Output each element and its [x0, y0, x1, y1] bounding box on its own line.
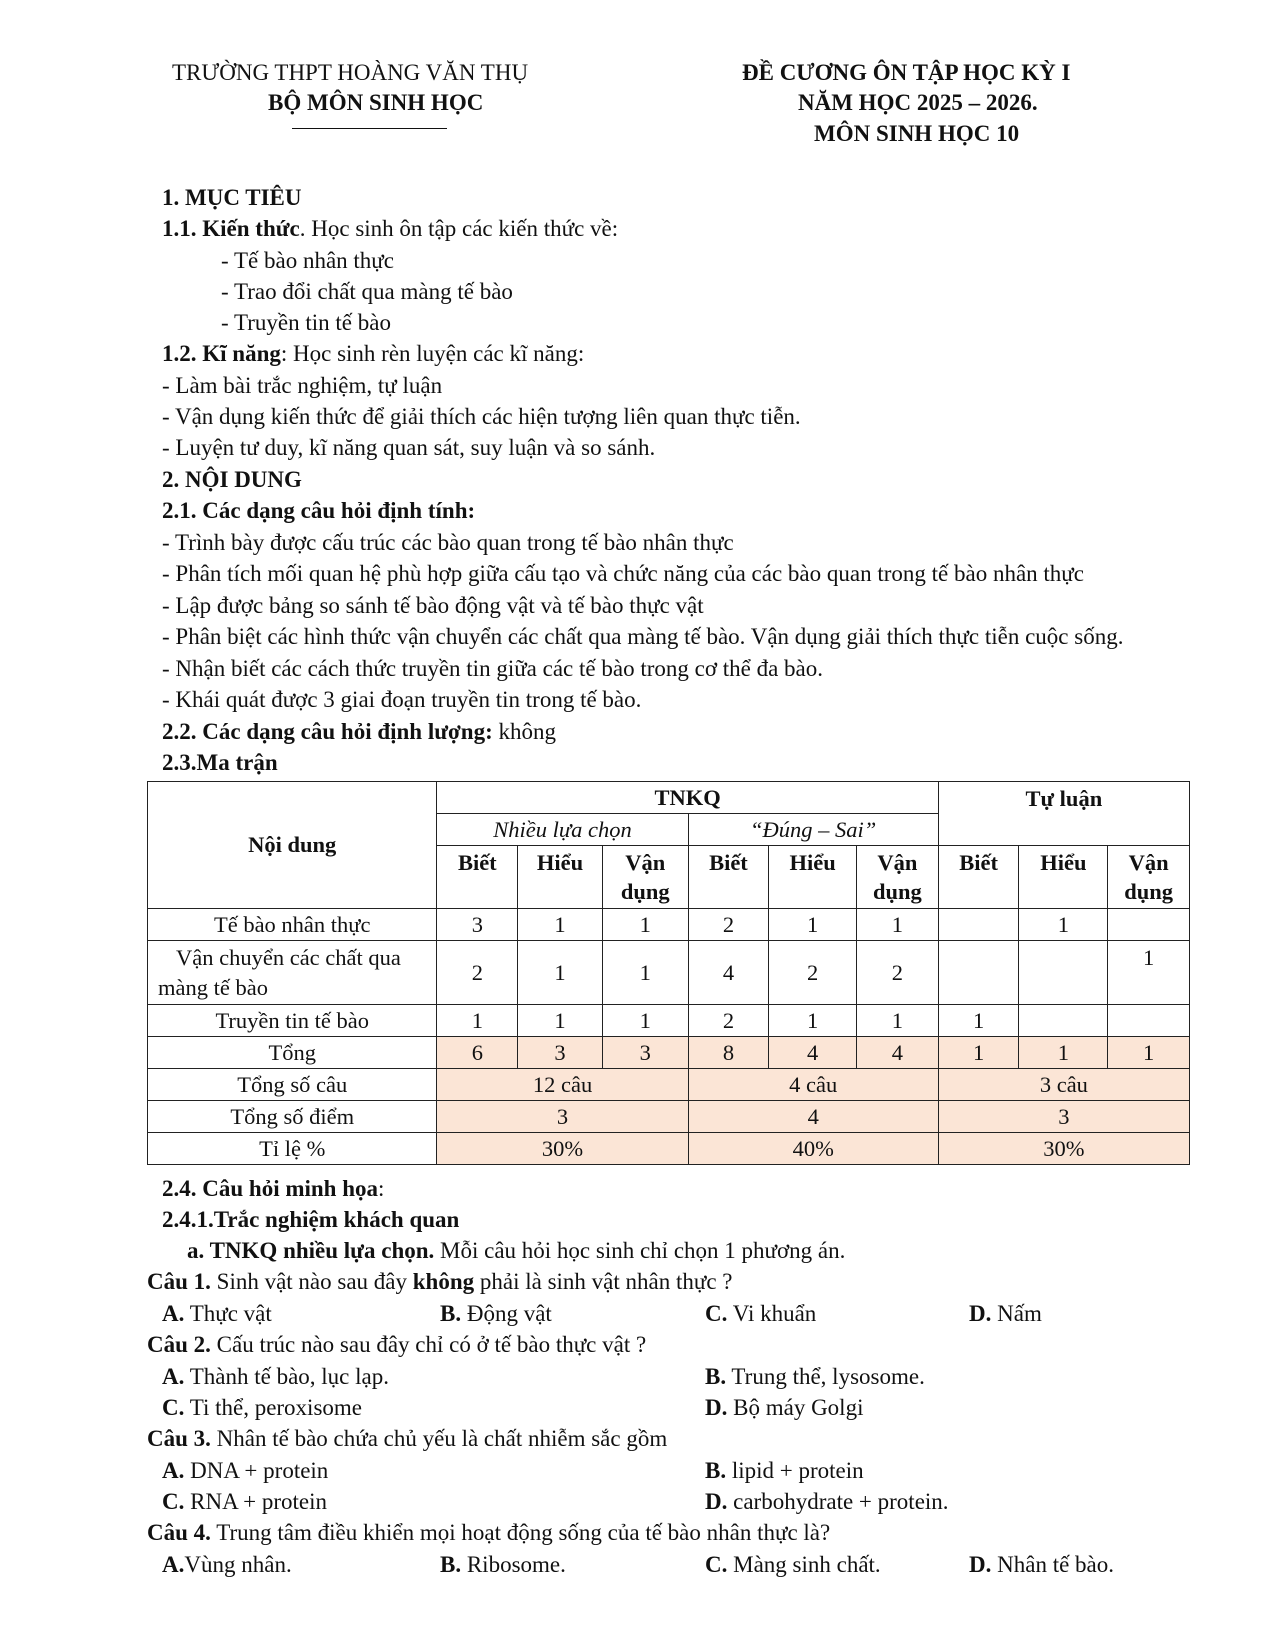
- option-text: Vùng nhân.: [184, 1552, 292, 1577]
- table-cell: 2: [437, 941, 518, 1005]
- header-essay: Tự luận: [938, 782, 1189, 846]
- table-cell: [938, 941, 1019, 1005]
- knowledge-item: - Tế bào nhân thực: [221, 248, 394, 273]
- option-text: lipid + protein: [726, 1458, 864, 1483]
- option-key: A.: [162, 1552, 185, 1577]
- option-text: Màng sinh chất.: [727, 1552, 881, 1577]
- option-key: D.: [969, 1301, 992, 1326]
- qualitative-item: - Phân biệt các hình thức vận chuyển các chất qua màng tế bào. Vận dụng giải thích thực tiễn cuộc sống.: [162, 624, 1124, 649]
- option-text: Trung thể, lysosome.: [726, 1364, 925, 1389]
- table-cell: 30%: [938, 1133, 1189, 1165]
- question-4: [147, 1518, 830, 1548]
- question-text: Cấu trúc nào sau đây chỉ có ở tế bào thực vật ?: [210, 1332, 647, 1357]
- header-hieu: Hiểu: [1019, 846, 1108, 909]
- option-d: [969, 1299, 1042, 1329]
- quantitative-line: [162, 717, 556, 747]
- mc-instruction-label: a. TNKQ nhiều lựa chọn.: [187, 1238, 435, 1263]
- header-hieu: Hiểu: [769, 846, 857, 909]
- question-emphasis: không: [412, 1269, 475, 1294]
- option-d: [705, 1393, 863, 1423]
- option-key: A.: [162, 1458, 185, 1483]
- option-text: Bộ máy Golgi: [727, 1395, 864, 1420]
- section-1-title: 1. MỤC TIÊU: [162, 185, 302, 210]
- qualitative-item: - Nhận biết các cách thức truyền tin giữa các tế bào trong cơ thể đa bào.: [162, 656, 824, 681]
- row-label: Truyền tin tế bào: [148, 1005, 437, 1037]
- qualitative-item: - Trình bày được cấu trúc các bào quan trong tế bào nhân thực: [162, 530, 734, 555]
- table-cell: 1: [518, 941, 603, 1005]
- knowledge-label: 1.1. Kiến thức: [162, 216, 300, 241]
- table-cell: 4: [769, 1037, 857, 1069]
- table-cell: 2: [769, 941, 857, 1005]
- table-cell: 3 câu: [938, 1069, 1189, 1101]
- table-cell: [1019, 941, 1108, 1005]
- table-cell: 4: [688, 941, 769, 1005]
- option-c: [162, 1487, 327, 1517]
- qualitative-title: 2.1. Các dạng câu hỏi định tính:: [162, 498, 476, 523]
- row-label: Tỉ lệ %: [148, 1133, 437, 1165]
- table-cell: [1108, 909, 1190, 941]
- knowledge-text: . Học sinh ôn tập các kiến thức về:: [299, 216, 619, 241]
- table-row-summary: [148, 1101, 1190, 1133]
- mc-instruction-text: Mỗi câu hỏi học sinh chỉ chọn 1 phương án.: [434, 1238, 846, 1263]
- table-cell: 1: [518, 909, 603, 941]
- table-cell: 4: [857, 1037, 939, 1069]
- department-name: BỘ MÔN SINH HỌC: [268, 90, 484, 115]
- header-tnkq: TNKQ: [437, 782, 938, 814]
- knowledge-item: - Truyền tin tế bào: [221, 310, 391, 335]
- qualitative-item: - Lập được bảng so sánh tế bào động vật và tế bào thực vật: [162, 593, 704, 618]
- question-2: [147, 1330, 646, 1360]
- table-row-total: [148, 1037, 1190, 1069]
- table-cell: 3: [518, 1037, 603, 1069]
- option-text: Nhân tế bào.: [991, 1552, 1115, 1577]
- table-cell: 1: [769, 909, 857, 941]
- table-cell: 3: [938, 1101, 1189, 1133]
- header-multiple-choice: Nhiều lựa chọn: [437, 814, 688, 846]
- option-a: [162, 1456, 328, 1486]
- table-cell: 3: [602, 1037, 688, 1069]
- knowledge-item: - Trao đổi chất qua màng tế bào: [221, 279, 513, 304]
- table-cell: 4: [688, 1101, 938, 1133]
- table-cell: 8: [688, 1037, 769, 1069]
- section-2-4-colon: :: [378, 1176, 385, 1201]
- section-2-4-title: [162, 1174, 384, 1204]
- table-cell: 1: [602, 909, 688, 941]
- table-cell: 3: [437, 1101, 688, 1133]
- table-cell: 1: [938, 1037, 1019, 1069]
- option-text: carbohydrate + protein.: [727, 1489, 949, 1514]
- question-number: Câu 3.: [147, 1426, 211, 1451]
- doc-title: ĐỀ CƯƠNG ÔN TẬP HỌC KỲ I: [742, 60, 1071, 85]
- table-cell: 1: [857, 909, 939, 941]
- header-content: Nội dung: [148, 782, 437, 909]
- table-cell: 4 câu: [688, 1069, 938, 1101]
- question-number: Câu 1.: [147, 1269, 211, 1294]
- skill-text: : Học sinh rèn luyện các kĩ năng:: [280, 341, 585, 366]
- table-row: [148, 941, 1190, 1005]
- table-cell: 2: [688, 909, 769, 941]
- row-label: Tổng số điểm: [148, 1101, 437, 1133]
- skill-label: 1.2. Kĩ năng: [162, 341, 281, 366]
- option-text: Nấm: [991, 1301, 1042, 1326]
- school-name: TRƯỜNG THPT HOÀNG VĂN THỤ: [172, 60, 529, 85]
- option-text: Ribosome.: [461, 1552, 566, 1577]
- table-row-summary: [148, 1069, 1190, 1101]
- option-key: B.: [705, 1458, 727, 1483]
- table-cell: 1: [1108, 1037, 1190, 1069]
- table-cell: 1: [857, 1005, 939, 1037]
- section-2-4-1-title: 2.4.1.Trắc nghiệm khách quan: [162, 1207, 460, 1232]
- question-text: Nhân tế bào chứa chủ yếu là chất nhiễm sắc gồm: [210, 1426, 668, 1451]
- table-cell: 6: [437, 1037, 518, 1069]
- skill-item: - Luyện tư duy, kĩ năng quan sát, suy luận và so sánh.: [162, 435, 656, 460]
- option-b: [440, 1550, 566, 1580]
- table-header-row: [148, 782, 1190, 814]
- table-cell: 1: [602, 941, 688, 1005]
- matrix-title: 2.3.Ma trận: [162, 750, 278, 775]
- row-label: Vận chuyển các chất qua màng tế bào: [148, 941, 437, 1005]
- knowledge-line: [162, 214, 618, 244]
- skill-item: - Làm bài trắc nghiệm, tự luận: [162, 373, 443, 398]
- option-text: DNA + protein: [184, 1458, 329, 1483]
- header-van-dung: Vận dụng: [602, 846, 688, 909]
- quantitative-label: 2.2. Các dạng câu hỏi định lượng:: [162, 719, 493, 744]
- table-cell: 1: [602, 1005, 688, 1037]
- mc-instruction: [187, 1236, 845, 1266]
- option-key: C.: [705, 1552, 728, 1577]
- option-key: D.: [705, 1489, 728, 1514]
- skill-line: [162, 339, 584, 369]
- option-b: [440, 1299, 552, 1329]
- table-cell: 12 câu: [437, 1069, 688, 1101]
- table-cell: 1: [769, 1005, 857, 1037]
- question-number: Câu 4.: [147, 1520, 211, 1545]
- subject-title: MÔN SINH HỌC 10: [814, 121, 1020, 146]
- option-text: Thành tế bào, lục lạp.: [184, 1364, 389, 1389]
- question-text: Trung tâm điều khiển mọi hoạt động sống của tế bào nhân thực là?: [210, 1520, 831, 1545]
- question-text: Sinh vật nào sau đây: [210, 1269, 413, 1294]
- option-a: [162, 1299, 272, 1329]
- header-van-dung: Vận dụng: [1108, 846, 1190, 909]
- table-cell: [1108, 1005, 1190, 1037]
- question-3: [147, 1424, 667, 1454]
- option-text: Vi khuẩn: [727, 1301, 817, 1326]
- option-key: B.: [440, 1552, 462, 1577]
- row-label: Tổng số câu: [148, 1069, 437, 1101]
- option-key: A.: [162, 1364, 185, 1389]
- header-hieu: Hiểu: [518, 846, 603, 909]
- option-a: [162, 1362, 389, 1392]
- table-cell: 1: [1019, 1037, 1108, 1069]
- table-cell: 2: [857, 941, 939, 1005]
- header-biet: Biết: [437, 846, 518, 909]
- table-cell: 3: [437, 909, 518, 941]
- option-key: C.: [705, 1301, 728, 1326]
- row-label: Tế bào nhân thực: [148, 909, 437, 941]
- header-true-false: “Đúng – Sai”: [688, 814, 938, 846]
- option-text: Ti thể, peroxisome: [184, 1395, 362, 1420]
- header-divider: [292, 128, 447, 129]
- option-c: [705, 1299, 816, 1329]
- option-b: [705, 1456, 864, 1486]
- option-key: D.: [705, 1395, 728, 1420]
- option-key: D.: [969, 1552, 992, 1577]
- option-key: C.: [162, 1395, 185, 1420]
- option-key: B.: [440, 1301, 462, 1326]
- table-cell: 1: [1108, 941, 1190, 1005]
- table-cell: [1019, 1005, 1108, 1037]
- question-number: Câu 2.: [147, 1332, 211, 1357]
- table-cell: 30%: [437, 1133, 688, 1165]
- table-cell: 40%: [688, 1133, 938, 1165]
- option-text: Thực vật: [184, 1301, 272, 1326]
- option-a: [162, 1550, 292, 1580]
- qualitative-item: - Khái quát được 3 giai đoạn truyền tin trong tế bào.: [162, 687, 642, 712]
- matrix-table: [147, 781, 1190, 1165]
- option-text: RNA + protein: [184, 1489, 328, 1514]
- question-1: [147, 1267, 733, 1297]
- table-cell: 2: [688, 1005, 769, 1037]
- option-b: [705, 1362, 925, 1392]
- qualitative-item: - Phân tích mối quan hệ phù hợp giữa cấu tạo và chức năng của các bào quan trong tế bào nhân thực: [162, 561, 1084, 586]
- table-row: [148, 909, 1190, 941]
- option-key: A.: [162, 1301, 185, 1326]
- header-biet: Biết: [938, 846, 1019, 909]
- row-label: Tổng: [148, 1037, 437, 1069]
- section-2-title: 2. NỘI DUNG: [162, 467, 302, 492]
- table-cell: 1: [938, 1005, 1019, 1037]
- option-d: [969, 1550, 1114, 1580]
- table-cell: [938, 909, 1019, 941]
- skill-item: - Vận dụng kiến thức để giải thích các hiện tượng liên quan thực tiễn.: [162, 404, 801, 429]
- option-d: [705, 1487, 949, 1517]
- table-cell: 1: [1019, 909, 1108, 941]
- school-year: NĂM HỌC 2025 – 2026.: [798, 90, 1038, 115]
- table-row: [148, 1005, 1190, 1037]
- option-key: B.: [705, 1364, 727, 1389]
- section-2-4-label: 2.4. Câu hỏi minh họa: [162, 1176, 379, 1201]
- question-text: phải là sinh vật nhân thực ?: [474, 1269, 733, 1294]
- option-c: [162, 1393, 362, 1423]
- option-c: [705, 1550, 881, 1580]
- header-van-dung: Vận dụng: [857, 846, 939, 909]
- option-text: Động vật: [461, 1301, 552, 1326]
- table-cell: 1: [518, 1005, 603, 1037]
- header-biet: Biết: [688, 846, 769, 909]
- table-cell: 1: [437, 1005, 518, 1037]
- quantitative-value: không: [492, 719, 556, 744]
- table-row-summary: [148, 1133, 1190, 1165]
- option-key: C.: [162, 1489, 185, 1514]
